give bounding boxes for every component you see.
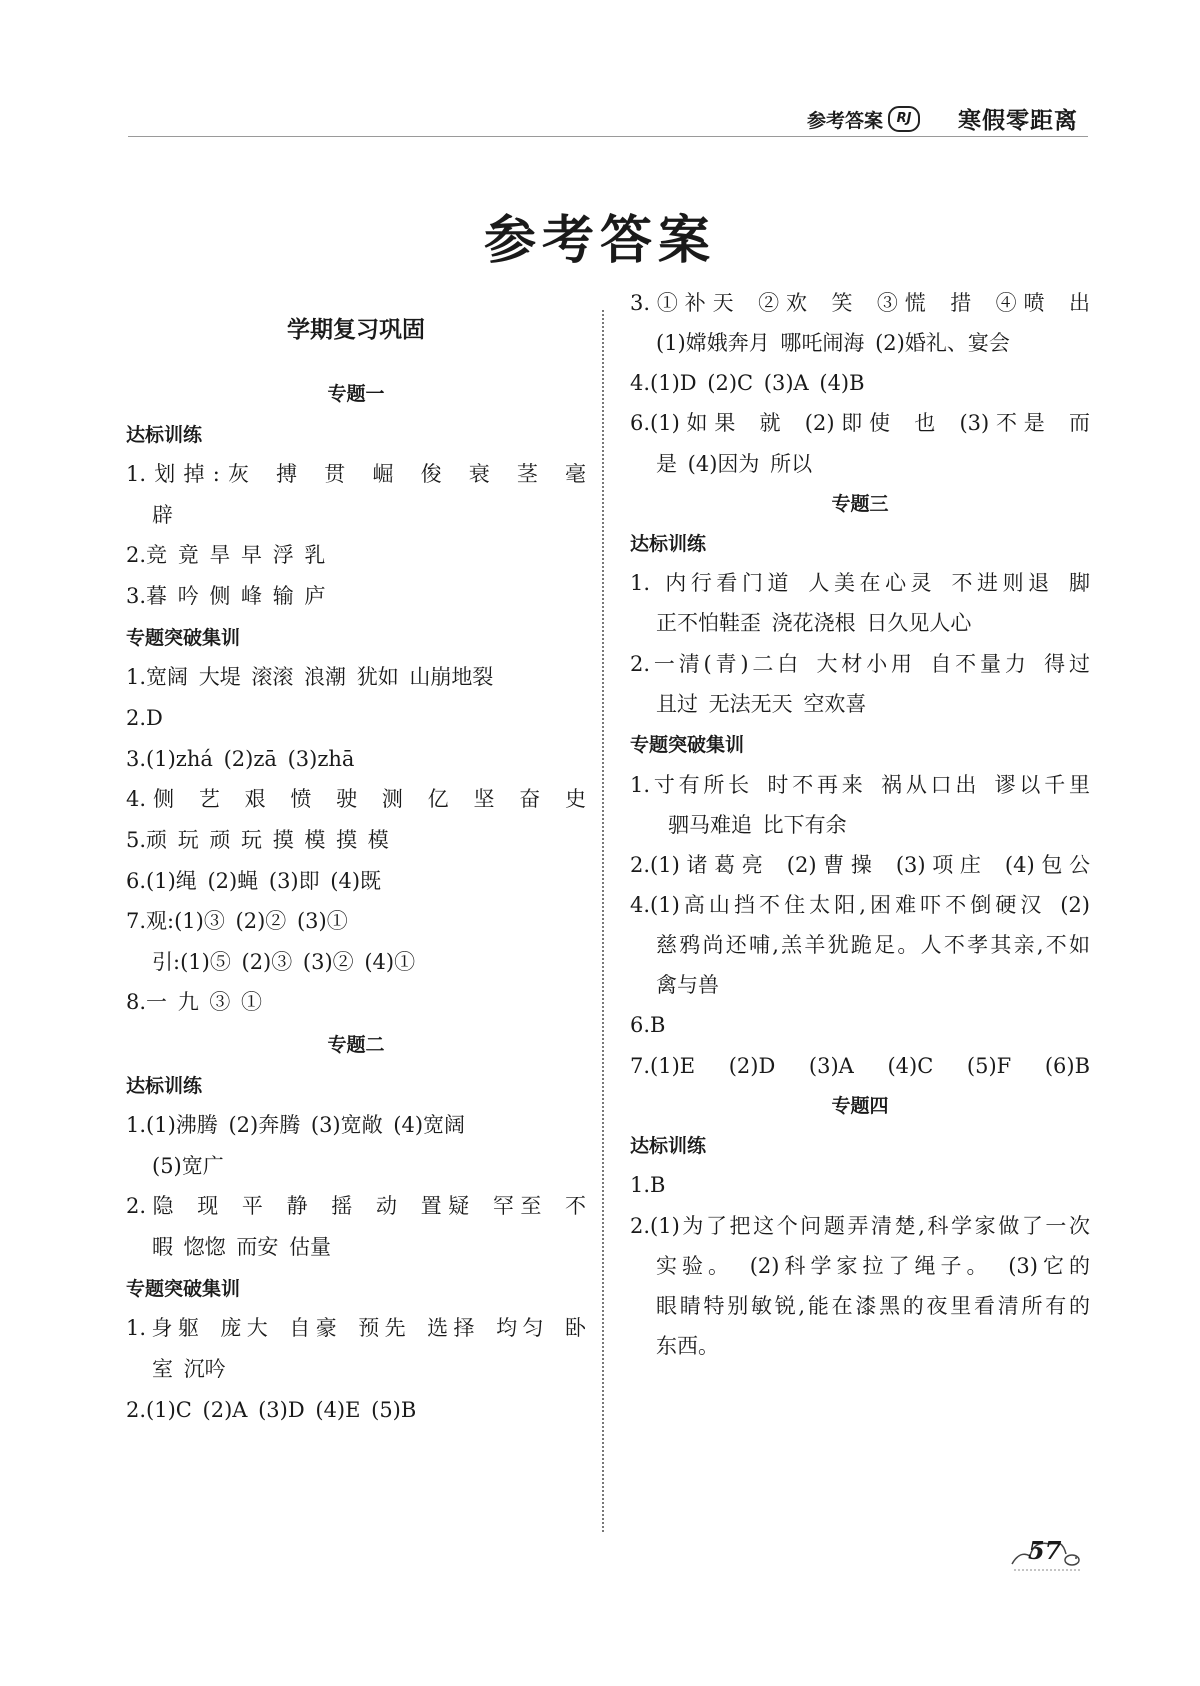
answer-line: 慈鸦尚还哺,羔羊犹跪足。人不孝其亲,不如 xyxy=(656,933,1090,957)
answer-line: 暇 惚惚 而安 估量 xyxy=(152,1235,332,1259)
answer-line: 7.(1)E (2)D (3)A (4)C (5)F (6)B xyxy=(630,1054,1090,1078)
answer-line: 实验。 (2)科学家拉了绳子。 (3)它的 xyxy=(656,1254,1090,1278)
page-number: 57 xyxy=(1028,1536,1062,1565)
page-number-badge xyxy=(1010,1530,1084,1574)
answer-line: (5)宽广 xyxy=(152,1154,224,1178)
sub-heading: 达标训练 xyxy=(630,1135,707,1157)
answer-line: 2.(1)为了把这个问题弄清楚,科学家做了一次 xyxy=(630,1214,1090,1238)
answer-line: 3.暮 吟 侧 峰 输 庐 xyxy=(126,584,326,608)
answer-line: 驷马难追 比下有余 xyxy=(668,813,847,837)
answer-line: 室 沉吟 xyxy=(152,1357,226,1381)
sub-heading: 专题突破集训 xyxy=(126,627,241,649)
answer-line: 2.(1)诸葛亮 (2)曹操 (3)项庄 (4)包公 xyxy=(630,853,1090,877)
answer-line: 辟 xyxy=(152,503,173,527)
answer-line: 3.①补天 ②欢 笑 ③慌 措 ④喷 出 xyxy=(630,291,1090,315)
sub-heading: 专题突破集训 xyxy=(630,734,745,756)
answer-line: 东西。 xyxy=(656,1334,719,1358)
answer-line: 6.(1)绳 (2)蝇 (3)即 (4)既 xyxy=(126,869,382,893)
sub-heading: 专题突破集训 xyxy=(126,1278,241,1300)
answer-line: 4.(1)高山挡不住太阳,困难吓不倒硬汉 (2) xyxy=(630,893,1090,917)
brand-logo: 寒假零距离 xyxy=(958,108,1078,134)
answer-line: 眼睛特别敏锐,能在漆黑的夜里看清所有的 xyxy=(656,1294,1090,1318)
topic-heading: 专题四 xyxy=(831,1095,889,1117)
answer-line: 引:(1)⑤ (2)③ (3)② (4)① xyxy=(152,950,416,974)
answer-line: 1.B xyxy=(630,1173,666,1197)
running-header xyxy=(128,102,1088,137)
answer-line: 1.身躯 庞大 自豪 预先 选择 均匀 卧 xyxy=(126,1316,586,1340)
answer-line: 禽与兽 xyxy=(656,973,719,997)
answer-line: 6.(1)如果 就 (2)即使 也 (3)不是 而 xyxy=(630,411,1090,435)
answer-line: 2.一清(青)二白 大材小用 自不量力 得过 xyxy=(630,652,1090,676)
sub-heading: 达标训练 xyxy=(126,1075,203,1097)
topic-heading: 专题一 xyxy=(327,383,385,405)
page-title: 参考答案 xyxy=(483,210,716,271)
answer-line: 1. 内行看门道 人美在心灵 不进则退 脚 xyxy=(630,571,1090,595)
answer-line: 2.(1)C (2)A (3)D (4)E (5)B xyxy=(126,1398,417,1422)
answer-line: 1.(1)沸腾 (2)奔腾 (3)宽敞 (4)宽阔 xyxy=(126,1113,466,1137)
header-label: 参考答案 xyxy=(806,110,883,132)
answer-line: 8.一 九 ③ ① xyxy=(126,990,263,1014)
topic-heading: 专题二 xyxy=(327,1034,385,1056)
answer-line: 3.(1)zhá (2)zā (3)zhā xyxy=(126,747,355,771)
sub-heading: 达标训练 xyxy=(630,533,707,555)
answer-line: 且过 无法无天 空欢喜 xyxy=(656,692,867,716)
answer-line: 正不怕鞋歪 浇花浇根 日久见人心 xyxy=(656,611,972,635)
rj-badge: RJ xyxy=(888,106,920,132)
answer-line: 5.顽 玩 顽 玩 摸 模 摸 模 xyxy=(126,828,389,852)
answer-line: 2.隐 现 平 静 摇 动 置疑 罕至 不 xyxy=(126,1194,586,1218)
answer-line: 7.观:(1)③ (2)② (3)① xyxy=(126,909,348,933)
section-heading: 学期复习巩固 xyxy=(287,317,425,343)
answer-line: 1.宽阔 大堤 滚滚 浪潮 犹如 山崩地裂 xyxy=(126,665,494,689)
answer-line: 6.B xyxy=(630,1013,666,1037)
topic-heading: 专题三 xyxy=(831,493,889,515)
answer-line: 2.D xyxy=(126,706,163,730)
answer-line: 1.划掉:灰 搏 贯 崛 俊 衰 茎 毫 xyxy=(126,462,586,486)
answer-line: (1)嫦娥奔月 哪吒闹海 (2)婚礼、宴会 xyxy=(656,331,1010,355)
answer-line: 2.竞 竟 旱 早 浮 乳 xyxy=(126,543,326,567)
answer-line: 是 (4)因为 所以 xyxy=(656,452,813,476)
answer-line: 1.寸有所长 时不再来 祸从口出 谬以千里 xyxy=(630,773,1090,797)
sub-heading: 达标训练 xyxy=(126,424,203,446)
column-divider xyxy=(602,310,604,1532)
answer-line: 4.侧 艺 艰 愤 驶 测 亿 坚 奋 史 xyxy=(126,787,586,811)
answer-line: 4.(1)D (2)C (3)A (4)B xyxy=(630,371,865,395)
